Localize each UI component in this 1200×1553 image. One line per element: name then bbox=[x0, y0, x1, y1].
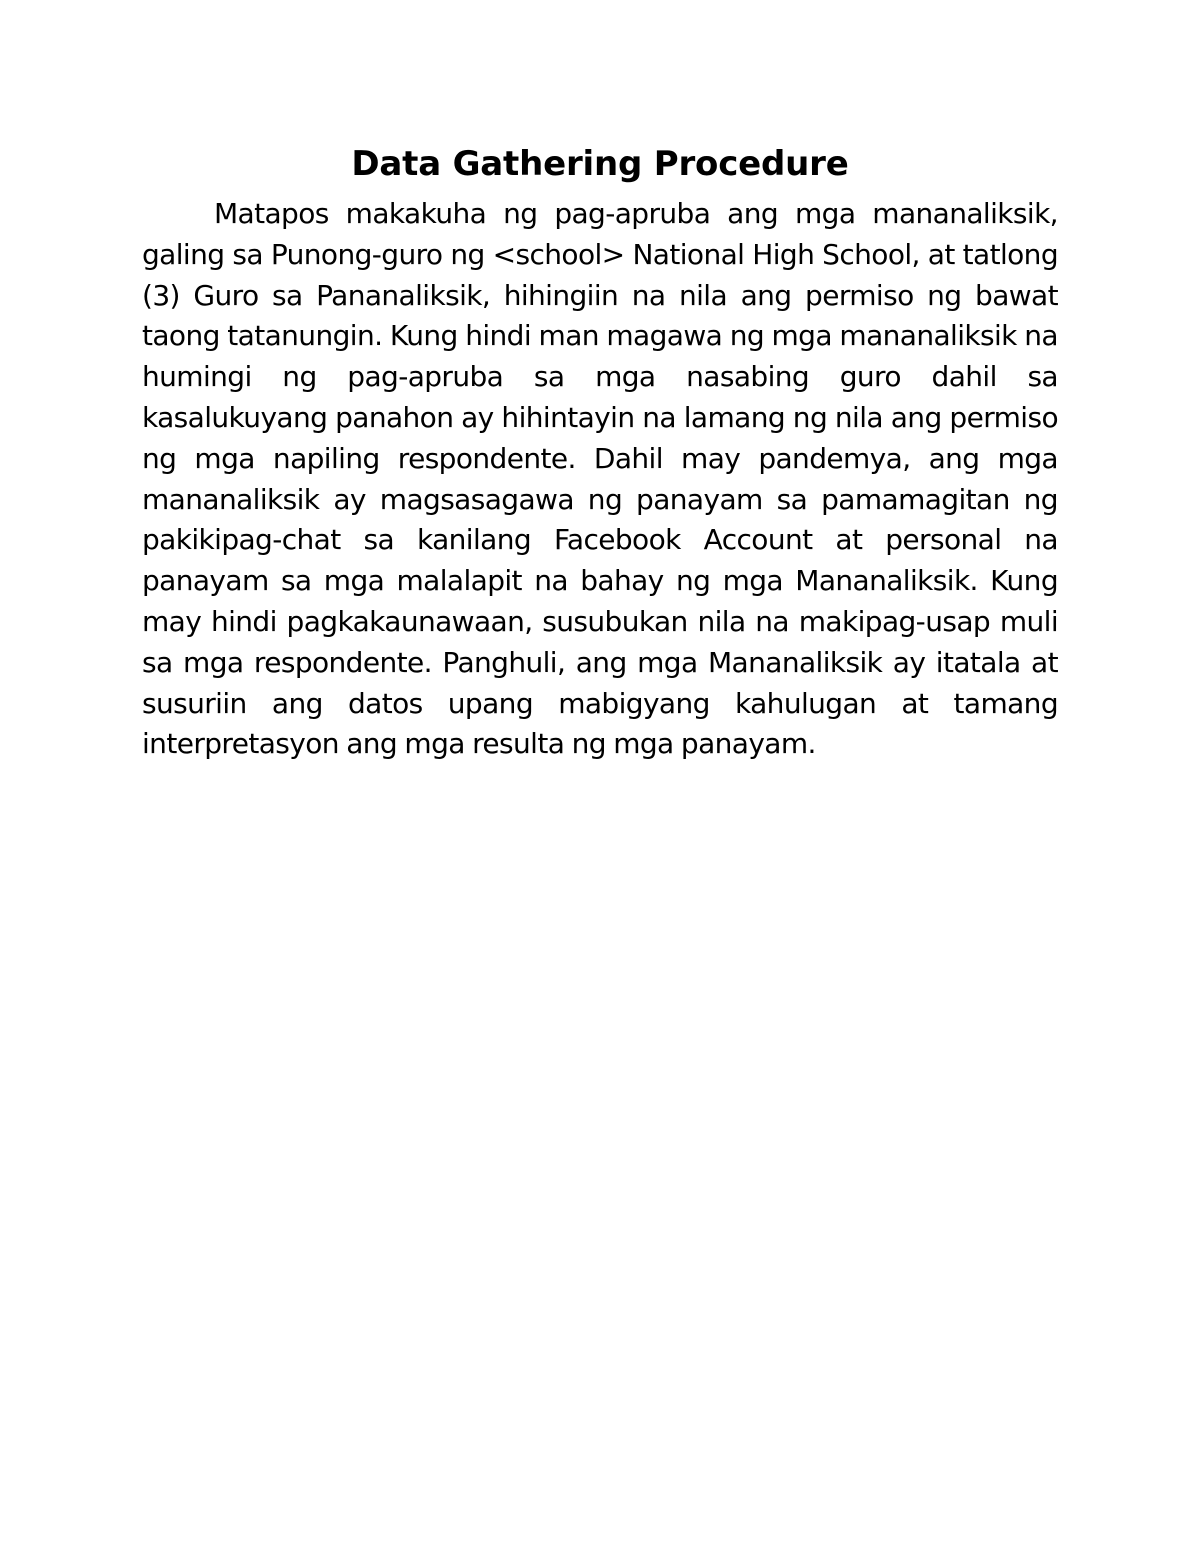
document-content bbox=[142, 138, 1058, 765]
document-title: Data Gathering Procedure bbox=[351, 144, 849, 184]
body-paragraph: Matapos makakuha ng pag-apruba ang mga mananaliksik, galing sa Punong-guro ng <school> National High School, at tatlong (3) Guro sa Pananaliksik, hihingiin na nila ang permiso ng bawat taong tatanungin. Kung hindi man magawa ng mga mananaliksik na humingi ng pag-apruba sa mga nasabing guro dahil sa kasalukuyang panahon ay hihintayin na lamang ng nila ang permiso ng mga napiling respondente. Dahil may pandemya, ang mga mananaliksik ay magsasagawa ng panayam sa pamamagitan ng pakikipag-chat sa kanilang Facebook Account at personal na panayam sa mga malalapit na bahay ng mga Mananaliksik. Kung may hindi pagkakaunawaan, susubukan nila na makipag-usap muli sa mga respondente. Panghuli, ang mga Mananaliksik ay itatala at susuriin ang datos upang mabigyang kahulugan at tamang interpretasyon ang mga resulta ng mga panayam. bbox=[142, 197, 1058, 761]
